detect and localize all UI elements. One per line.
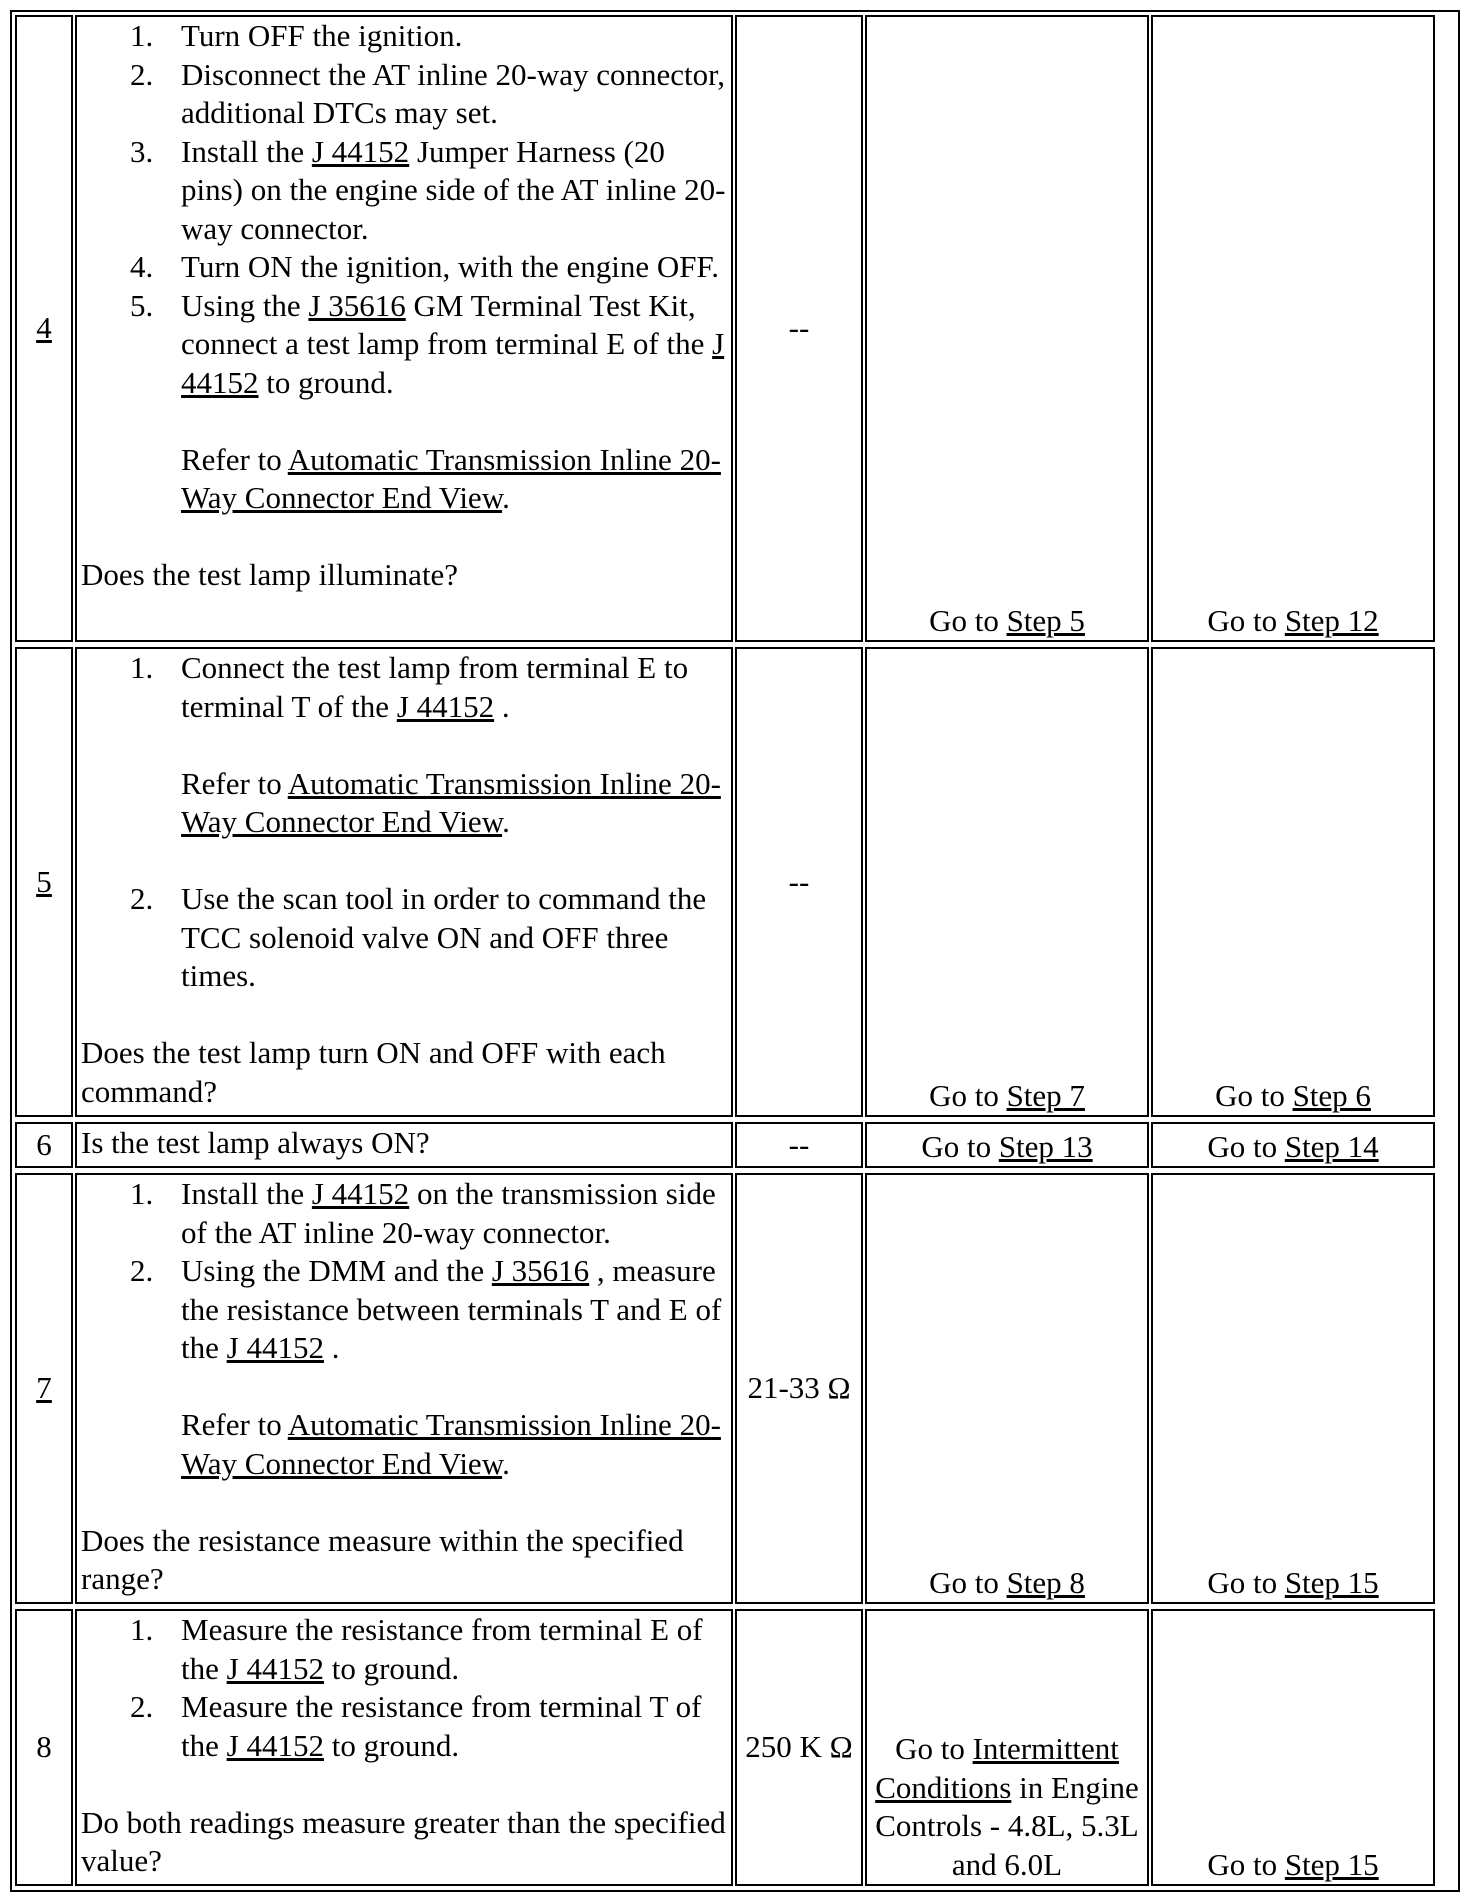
step-6-action [75,1122,733,1168]
go-to-step-15-link[interactable]: Step 15 [1284,1846,1379,1882]
go-to-step-15-link[interactable]: Step 15 [1284,1564,1379,1600]
step-8-yes: Go to Intermittent Conditions in Engine Controls - 4.8L, 5.3L and 6.0L [865,1609,1149,1886]
step-8-action [75,1609,733,1886]
step-5-question: Does the test lamp turn ON and OFF with each command? [81,1035,666,1109]
step-4-item-3: 3. Install the J 44152 Jumper Harness (20 pins) on the engine side of the AT inline 20-way connector. [130,133,726,246]
step-4-item-2: 2. Disconnect the AT inline 20-way connector, additional DTCs may set. [130,56,725,130]
go-to-step-14-link[interactable]: Step 14 [1284,1128,1379,1164]
j44152-link[interactable]: J 44152 [311,133,410,169]
step-8-item-1: 1. Measure the resistance from terminal E of the J 44152 to ground. [130,1612,703,1686]
step-number-6: 6 [15,1122,73,1168]
step-4-refer: Refer to Automatic Transmission Inline 20-Way Connector End View. [181,441,721,515]
step-4-no: Go to Step 12 [1151,15,1435,642]
step-6-no: Go to Step 14 [1151,1122,1435,1168]
j44152-link[interactable]: J 44152 [311,1176,410,1211]
step-4-item-5: 5. Using the J 35616 GM Terminal Test Kit, connect a test lamp from terminal E of the J 44152 to ground. Refer to Automatic Transmission Inline 20-Way Connector End View. [81,287,727,518]
step-4-item-4: 4. Turn ON the ignition, with the engine OFF. [130,249,720,284]
step-4-item-1: 1. Turn OFF the ignition. [130,18,463,53]
step-7-item-2: 2. Using the DMM and the J 35616 , measure the resistance between terminals T and E of the J 44152 . Refer to Automatic Transmission Inline 20-Way Connector End View. [81,1252,727,1483]
j44152-link[interactable]: J 44152 [226,1727,324,1763]
j35616-link[interactable]: J 35616 [491,1253,590,1288]
j35616-link[interactable]: J 35616 [308,287,406,323]
j44152-link[interactable]: J 44152 [226,1650,324,1686]
step-7-action [75,1173,733,1604]
step-4-action [75,15,733,642]
step-number-5[interactable]: 5 [15,647,73,1117]
step-number-4[interactable]: 4 [15,15,73,642]
go-to-step-7-link[interactable]: Step 7 [1006,1077,1085,1113]
go-to-step-13-link[interactable]: Step 13 [998,1128,1093,1164]
step-4-value: -- [735,15,863,642]
step-8-item-2: 2. Measure the resistance from terminal T of the J 44152 to ground. [130,1689,702,1763]
procedure-table [10,10,1460,1892]
step-6-yes: Go to Step 13 [865,1122,1149,1168]
j44152-link[interactable]: J 44152 [226,1330,324,1365]
step-5-item-1: 1. Connect the test lamp from terminal E to terminal T of the J 44152 . Refer to Automatic Transmission Inline 20-Way Connector End View. [81,649,727,880]
step-8-question: Do both readings measure greater than the specified value? [81,1804,726,1878]
connector-end-view-link[interactable]: Automatic Transmission Inline 20-Way Connector End View [181,1407,721,1481]
step-5-action [75,647,733,1117]
j44152-link[interactable]: J 44152 [396,688,495,724]
step-6-question: Is the test lamp always ON? [81,1125,430,1160]
step-6-value: -- [735,1122,863,1168]
step-7-yes: Go to Step 8 [865,1173,1149,1604]
go-to-step-12-link[interactable]: Step 12 [1284,602,1379,638]
connector-end-view-link[interactable]: Automatic Transmission Inline 20-Way Connector End View [181,765,721,839]
step-7-refer: Refer to Automatic Transmission Inline 20-Way Connector End View. [181,1407,721,1481]
go-to-step-5-link[interactable]: Step 5 [1006,602,1085,638]
step-5-value: -- [735,647,863,1117]
connector-end-view-link[interactable]: Automatic Transmission Inline 20-Way Connector End View [181,441,721,515]
step-4-question: Does the test lamp illuminate? [81,557,459,592]
step-7-no: Go to Step 15 [1151,1173,1435,1604]
step-7-question: Does the resistance measure within the specified range? [81,1522,684,1596]
intermittent-conditions-link[interactable]: Intermittent Conditions [875,1731,1119,1805]
step-5-yes: Go to Step 7 [865,647,1149,1117]
j44152-link[interactable]: J 44152 [181,326,725,400]
step-number-7[interactable]: 7 [15,1173,73,1604]
step-7-value: 21-33 Ω [735,1173,863,1604]
step-5-item-2: 2. Use the scan tool in order to command the TCC solenoid valve ON and OFF three times. [130,881,707,993]
step-5-no: Go to Step 6 [1151,647,1435,1117]
step-7-item-1: 1. Install the J 44152 on the transmission side of the AT inline 20-way connector. [130,1176,716,1250]
go-to-step-6-link[interactable]: Step 6 [1292,1077,1371,1113]
step-8-no: Go to Step 15 [1151,1609,1435,1886]
step-5-refer: Refer to Automatic Transmission Inline 20-Way Connector End View. [181,765,721,839]
step-8-value: 250 K Ω [735,1609,863,1886]
step-number-8: 8 [15,1609,73,1886]
go-to-step-8-link[interactable]: Step 8 [1006,1564,1085,1600]
step-4-yes: Go to Step 5 [865,15,1149,642]
